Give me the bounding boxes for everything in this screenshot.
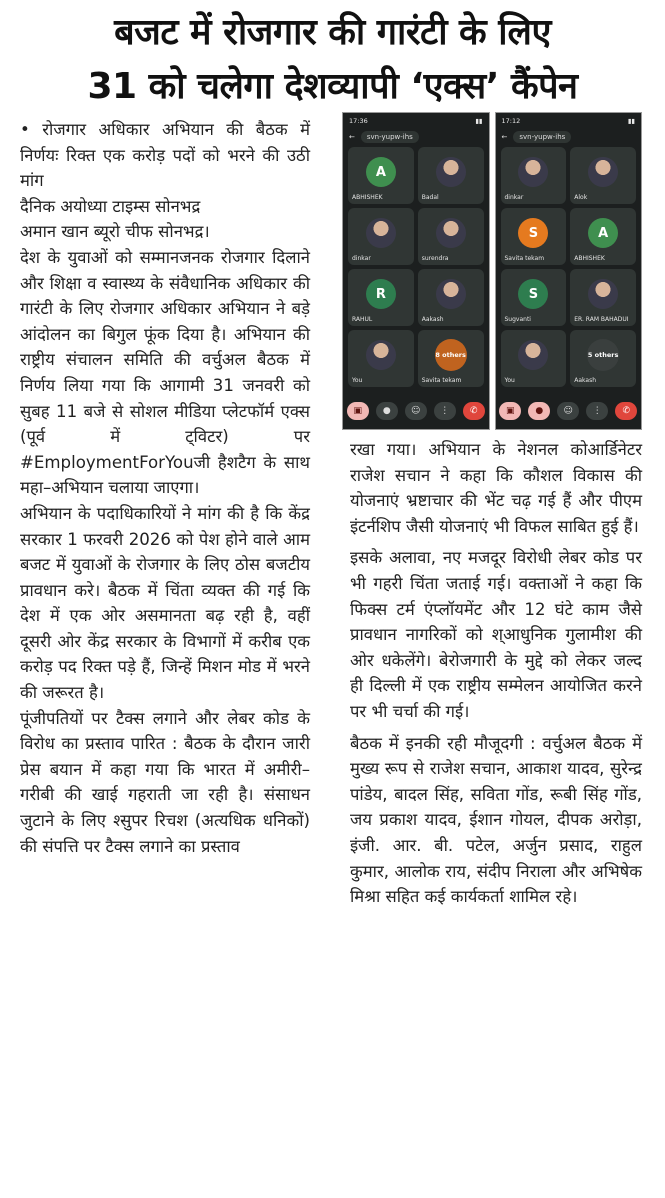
paragraph-1: देश के युवाओं को सम्मानजनक रोजगार दिलाने और शिक्षा व स्वास्थ्य के संवैधानिक अधिकार की गारंटी के लिए रोजगार अधिकार अभियान ने बड़े आंदोलन का बिगुल फूंक दिया है। अभियान की राष्ट्रीय संचालन समिति की वर्चुअल बैठक में निर्णय लिया गया कि आगामी 31 जनवरी को सुबह 11 बजे से सोशल मीडिया प्लेटफॉर्म एक्स (पूर्व में ट्विटर) पर #EmploymentForYouजी हैशटैग के साथ महा–अभियान चलाया जाएगा।: [20, 247, 310, 498]
participant-photo: [366, 218, 396, 248]
participant-photo: [588, 279, 618, 309]
participant-name: dinkar: [352, 255, 371, 262]
participant-avatar: 8 others: [435, 339, 467, 371]
dateline: अमान खान ब्यूरो चीफ सोनभद्र।: [20, 222, 210, 242]
battery-icon: ▮▮: [475, 117, 483, 125]
status-bar: [496, 113, 642, 129]
headline: [0, 6, 665, 114]
paragraph-3: पूंजीपतियों पर टैक्स लगाने और लेबर कोड के विरोध का प्रस्ताव पारित : बैठक के दौरान जारी प्रेस बयान में कहा गया कि भारत में अमीरी–गरीबी की खाई गहराती जा रही है। संसाधन जुटाने के लिए श्सुपर रिचश (अत्यधिक धनिकों) की संपत्ति पर टैक्स लगाने का प्रस्ताव: [20, 708, 310, 856]
participant-photo: [366, 340, 396, 370]
participant-photo: [588, 157, 618, 187]
meeting-bar: [496, 129, 642, 145]
headline-line-2: 31 को चलेगा देशव्यापी ‘एक्स’ कैंपेन: [87, 66, 578, 107]
participant-name: Aakash: [421, 316, 444, 323]
paragraph-5: इसके अलावा, नए मजदूर विरोधी लेबर कोड पर भी गहरी चिंता जताई गई। वक्ताओं ने कहा कि फिक्स टर्म एंप्लॉयमेंट और 12 घंटे काम जैसे प्रावधान नागरिकों को श्आधुनिक गुलामीश की ओर धकेलेंगे। बेरोजगारी के मुद्दे को लेकर जल्द ही दिल्ली में एक राष्ट्रीय सम्मेलन आयोजित करने पर भी चर्चा की गई।: [350, 548, 642, 721]
participant-tile: [348, 147, 414, 204]
status-time: 17:12: [501, 117, 521, 125]
participant-name: Savita tekam: [421, 377, 462, 384]
participant-name: Alok: [574, 194, 588, 201]
more-icon: ⋮: [434, 402, 456, 420]
phone-screenshot-left: [342, 112, 490, 430]
camera-off-icon: ▣: [499, 402, 521, 420]
paragraph-6: बैठक में इनकी रही मौजूदगी : वर्चुअल बैठक में मुख्य रूप से राजेश सचान, आकाश यादव, सुरेन्द्र पांडेय, बादल सिंह, सविता गोंड, रूबी सिंह गोंड, जय प्रकाश यादव, ईशान गोयल, दीपक अरोड़ा, इंजी. आर. बी. पटेल, अर्जुन प्रसाद, राहुल कुमार, आलोक राय, संदीप निराला और अभिषेक मिश्रा सहित कई कार्यकर्ता शामिल रहे।: [350, 733, 642, 907]
participant-name: Sugvanti: [504, 316, 531, 323]
participant-tile: [348, 269, 414, 326]
participant-avatar: A: [588, 218, 618, 248]
headline-line-1: बजट में रोजगार की गारंटी के लिए: [114, 12, 551, 53]
participant-grid: [501, 147, 637, 387]
bullet-summary: • रोजगार अधिकार अभियान की बैठक में निर्णयः रिक्त एक करोड़ पदों को भरने की उठी मांग: [20, 120, 310, 191]
participant-avatar: S: [518, 279, 548, 309]
status-time: 17:36: [349, 117, 368, 125]
participant-tile: [501, 330, 567, 387]
participant-avatar: S: [518, 218, 548, 248]
meeting-code: svn-yupw-ihs: [361, 131, 419, 143]
participant-photo: [518, 157, 548, 187]
back-arrow-icon: ←: [501, 133, 508, 141]
more-icon: ⋮: [586, 402, 608, 420]
participant-name: ABHISHEK: [352, 194, 383, 201]
participant-name: ER. RAM BAHADUI: [574, 316, 629, 323]
participant-photo: [436, 279, 466, 309]
call-controls: [496, 399, 642, 423]
battery-icon: ▮▮: [627, 117, 635, 125]
mic-off-icon: ●: [528, 402, 550, 420]
call-controls: [343, 399, 489, 423]
participant-name: You: [352, 377, 363, 384]
participant-tile: [501, 208, 567, 265]
camera-off-icon: ▣: [347, 402, 369, 420]
participant-tile: [570, 147, 636, 204]
participant-name: dinkar: [504, 194, 524, 201]
participant-name: RAHUL: [352, 316, 373, 323]
end-call-icon: ✆: [463, 402, 485, 420]
participant-tile: [570, 269, 636, 326]
status-bar: [343, 113, 489, 129]
participant-tile: [348, 208, 414, 265]
participant-name: Savita tekam: [504, 255, 545, 262]
participant-photo: [436, 218, 466, 248]
paragraph-4: रखा गया। अभियान के नेशनल कोआर्डिनेटर राजेश सचान ने कहा कि कौशल विकास की योजनाएं भ्रष्टाचार की भेंट चढ़ गई हैं और पीएम इंटर्नशिप जैसी योजनाएं भी विफल साबित हुई हैं।: [350, 440, 642, 536]
participant-name: surendra: [421, 255, 449, 262]
participant-tile: [348, 330, 414, 387]
participant-grid: [348, 147, 484, 387]
left-column: [20, 117, 310, 859]
participant-photo: [436, 157, 466, 187]
participant-name: You: [504, 377, 515, 384]
phone-screenshot-right: [495, 112, 643, 430]
participant-avatar: A: [366, 157, 396, 187]
participant-tile: [570, 330, 636, 387]
byline: दैनिक अयोध्या टाइम्स सोनभद्र: [20, 196, 201, 216]
meeting-bar: [343, 129, 489, 145]
participant-name: Aakash: [574, 377, 597, 384]
meeting-code: svn-yupw-ihs: [513, 131, 571, 143]
paragraph-2: अभियान के पदाधिकारियों ने मांग की है कि केंद्र सरकार 1 फरवरी 2026 को पेश होने वाले आम बजट में युवाओं के रोजगार के लिए ठोस बजटीय प्रावधान करे। बैठक में चिंता व्यक्त की गई कि देश में एक ओर असमानता बढ़ रही है, वहीं दूसरी ओर केंद्र सरकार के विभागों में करीब एक करोड़ पद रिक्त पड़े हैं, जिन्हें मिशन मोड में भरने की जरूरत है।: [20, 503, 310, 703]
participant-tile: [418, 330, 484, 387]
participant-photo: [518, 340, 548, 370]
participant-tile: [570, 208, 636, 265]
emoji-icon: ☺: [557, 402, 579, 420]
meeting-screenshots: [342, 112, 642, 430]
participant-avatar: R: [366, 279, 396, 309]
participant-tile: [501, 147, 567, 204]
participant-tile: [418, 269, 484, 326]
end-call-icon: ✆: [615, 402, 637, 420]
participant-tile: [501, 269, 567, 326]
mic-icon: ●: [376, 402, 398, 420]
participant-avatar: 5 others: [587, 339, 619, 371]
right-column: [350, 437, 642, 910]
participant-name: ABHISHEK: [574, 255, 605, 262]
emoji-icon: ☺: [405, 402, 427, 420]
back-arrow-icon: ←: [349, 133, 355, 141]
participant-name: Badal: [421, 194, 439, 201]
participant-tile: [418, 147, 484, 204]
participant-tile: [418, 208, 484, 265]
